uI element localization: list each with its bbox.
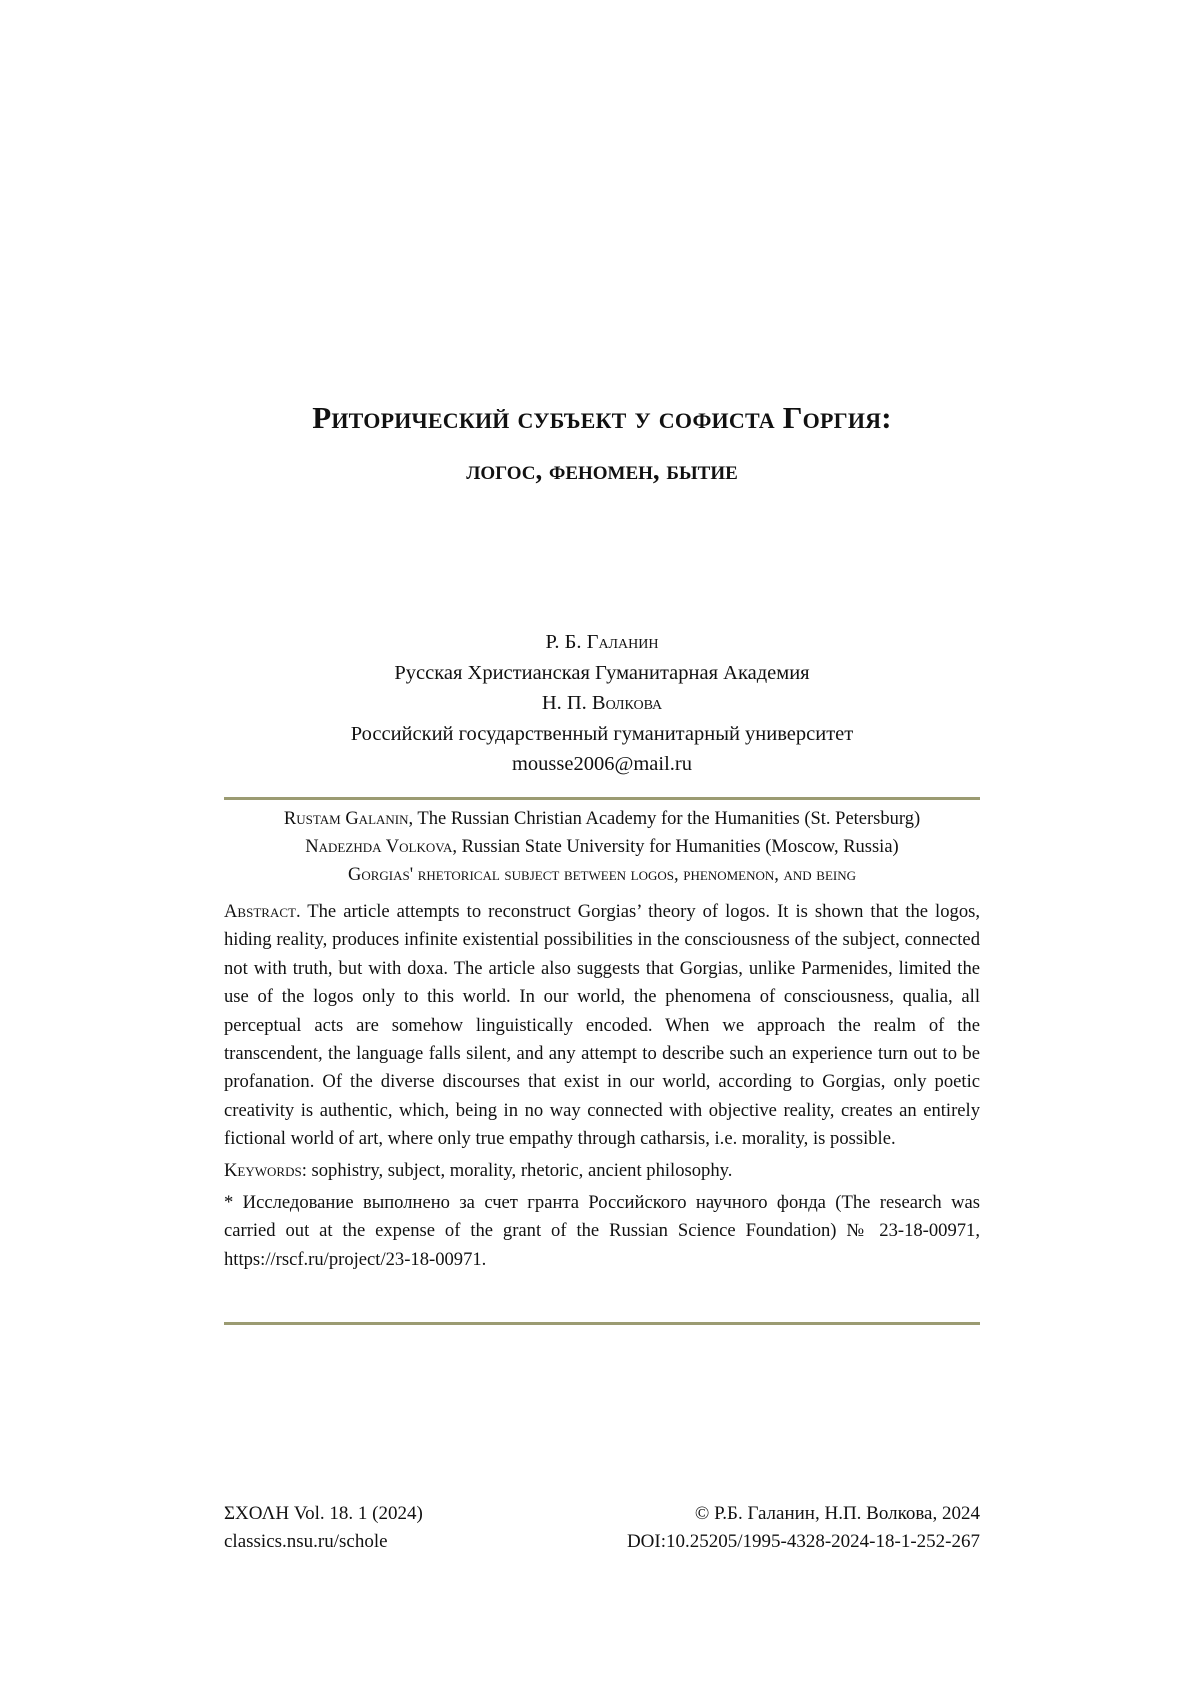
footer-left: [224, 1500, 423, 1556]
english-author-1: [224, 805, 980, 833]
english-header: [224, 805, 980, 889]
abstract-text: The article attempts to reconstruct Gorgias’ theory of logos. It is shown that the logos, hiding reality, produces infinite existential possibilities in the consciousness of the subject, connected not with truth, but with doxa. The article also suggests that Gorgias, unlike Parmenides, limited the use of the logos only to this world. In our world, the phenomena of consciousness, qualia, all perceptual acts are somehow linguistically encoded. When we approach the realm of the transcendent, the language falls silent, and any attempt to describe such an experience turn out to be profanation. Of the diverse discourses that exist in our world, according to Gorgias, only poetic creativity is authentic, which, being in no way connected with objective reality, creates an entirely fictional world of art, where only true empathy through catharsis, i.e. morality, is possible.: [224, 901, 980, 1150]
author-1-affiliation: Русская Христианская Гуманитарная Академия: [394, 661, 810, 684]
footer-right: [627, 1500, 980, 1556]
copyright-notice: © Р.Б. Галанин, Н.П. Волкова, 2024: [694, 1503, 980, 1524]
title-line-2: логос, феномен, бытие: [466, 455, 738, 485]
authors-block: [224, 627, 980, 780]
author-2-name: Н. П. Волкова: [541, 692, 663, 714]
doi[interactable]: DOI:10.25205/1995-4328-2024-18-1-252-267: [626, 1531, 980, 1552]
keywords-label: Keywords:: [224, 1159, 307, 1181]
author-email[interactable]: mousse2006@mail.ru: [511, 753, 692, 775]
english-author-1-name: Rustam Galanin: [283, 809, 409, 829]
title-line-1: Риторический субъект у софиста Горгия:: [312, 400, 892, 435]
abstract-section: [224, 898, 980, 1274]
english-author-2-affiliation: , Russian State University for Humanities (Moscow, Russia): [452, 837, 899, 857]
english-author-2: [224, 833, 980, 861]
keywords-text: sophistry, subject, morality, rhetoric, ancient philosophy.: [306, 1159, 733, 1181]
journal-citation: ΣΧΟΛΗ Vol. 18. 1 (2024): [224, 1503, 423, 1524]
abstract-label: Abstract.: [224, 901, 301, 922]
bottom-divider: [224, 1322, 980, 1325]
abstract-paragraph: [224, 898, 980, 1154]
keywords-paragraph: [224, 1157, 980, 1185]
english-author-1-affiliation: , The Russian Christian Academy for the Humanities (St. Petersburg): [408, 809, 921, 829]
author-1-name: Р. Б. Галанин: [545, 631, 659, 653]
article-title: [224, 397, 980, 491]
top-divider: [224, 797, 980, 800]
author-2-affiliation: Российский государственный гуманитарный университет: [350, 722, 854, 745]
journal-website[interactable]: classics.nsu.ru/schole: [224, 1531, 388, 1552]
funding-footnote: * Исследование выполнено за счет гранта Российского научного фонда (The research was carried out at the expense of the grant of the Russian Science Foundation) № 23-18-00971, https://rscf.ru/project/23-18-00971.: [224, 1192, 980, 1270]
english-author-2-name: Nadezhda Volkova: [305, 837, 453, 857]
english-title: Gorgias' rhetorical subject between logos, phenomenon, and being: [347, 865, 857, 885]
